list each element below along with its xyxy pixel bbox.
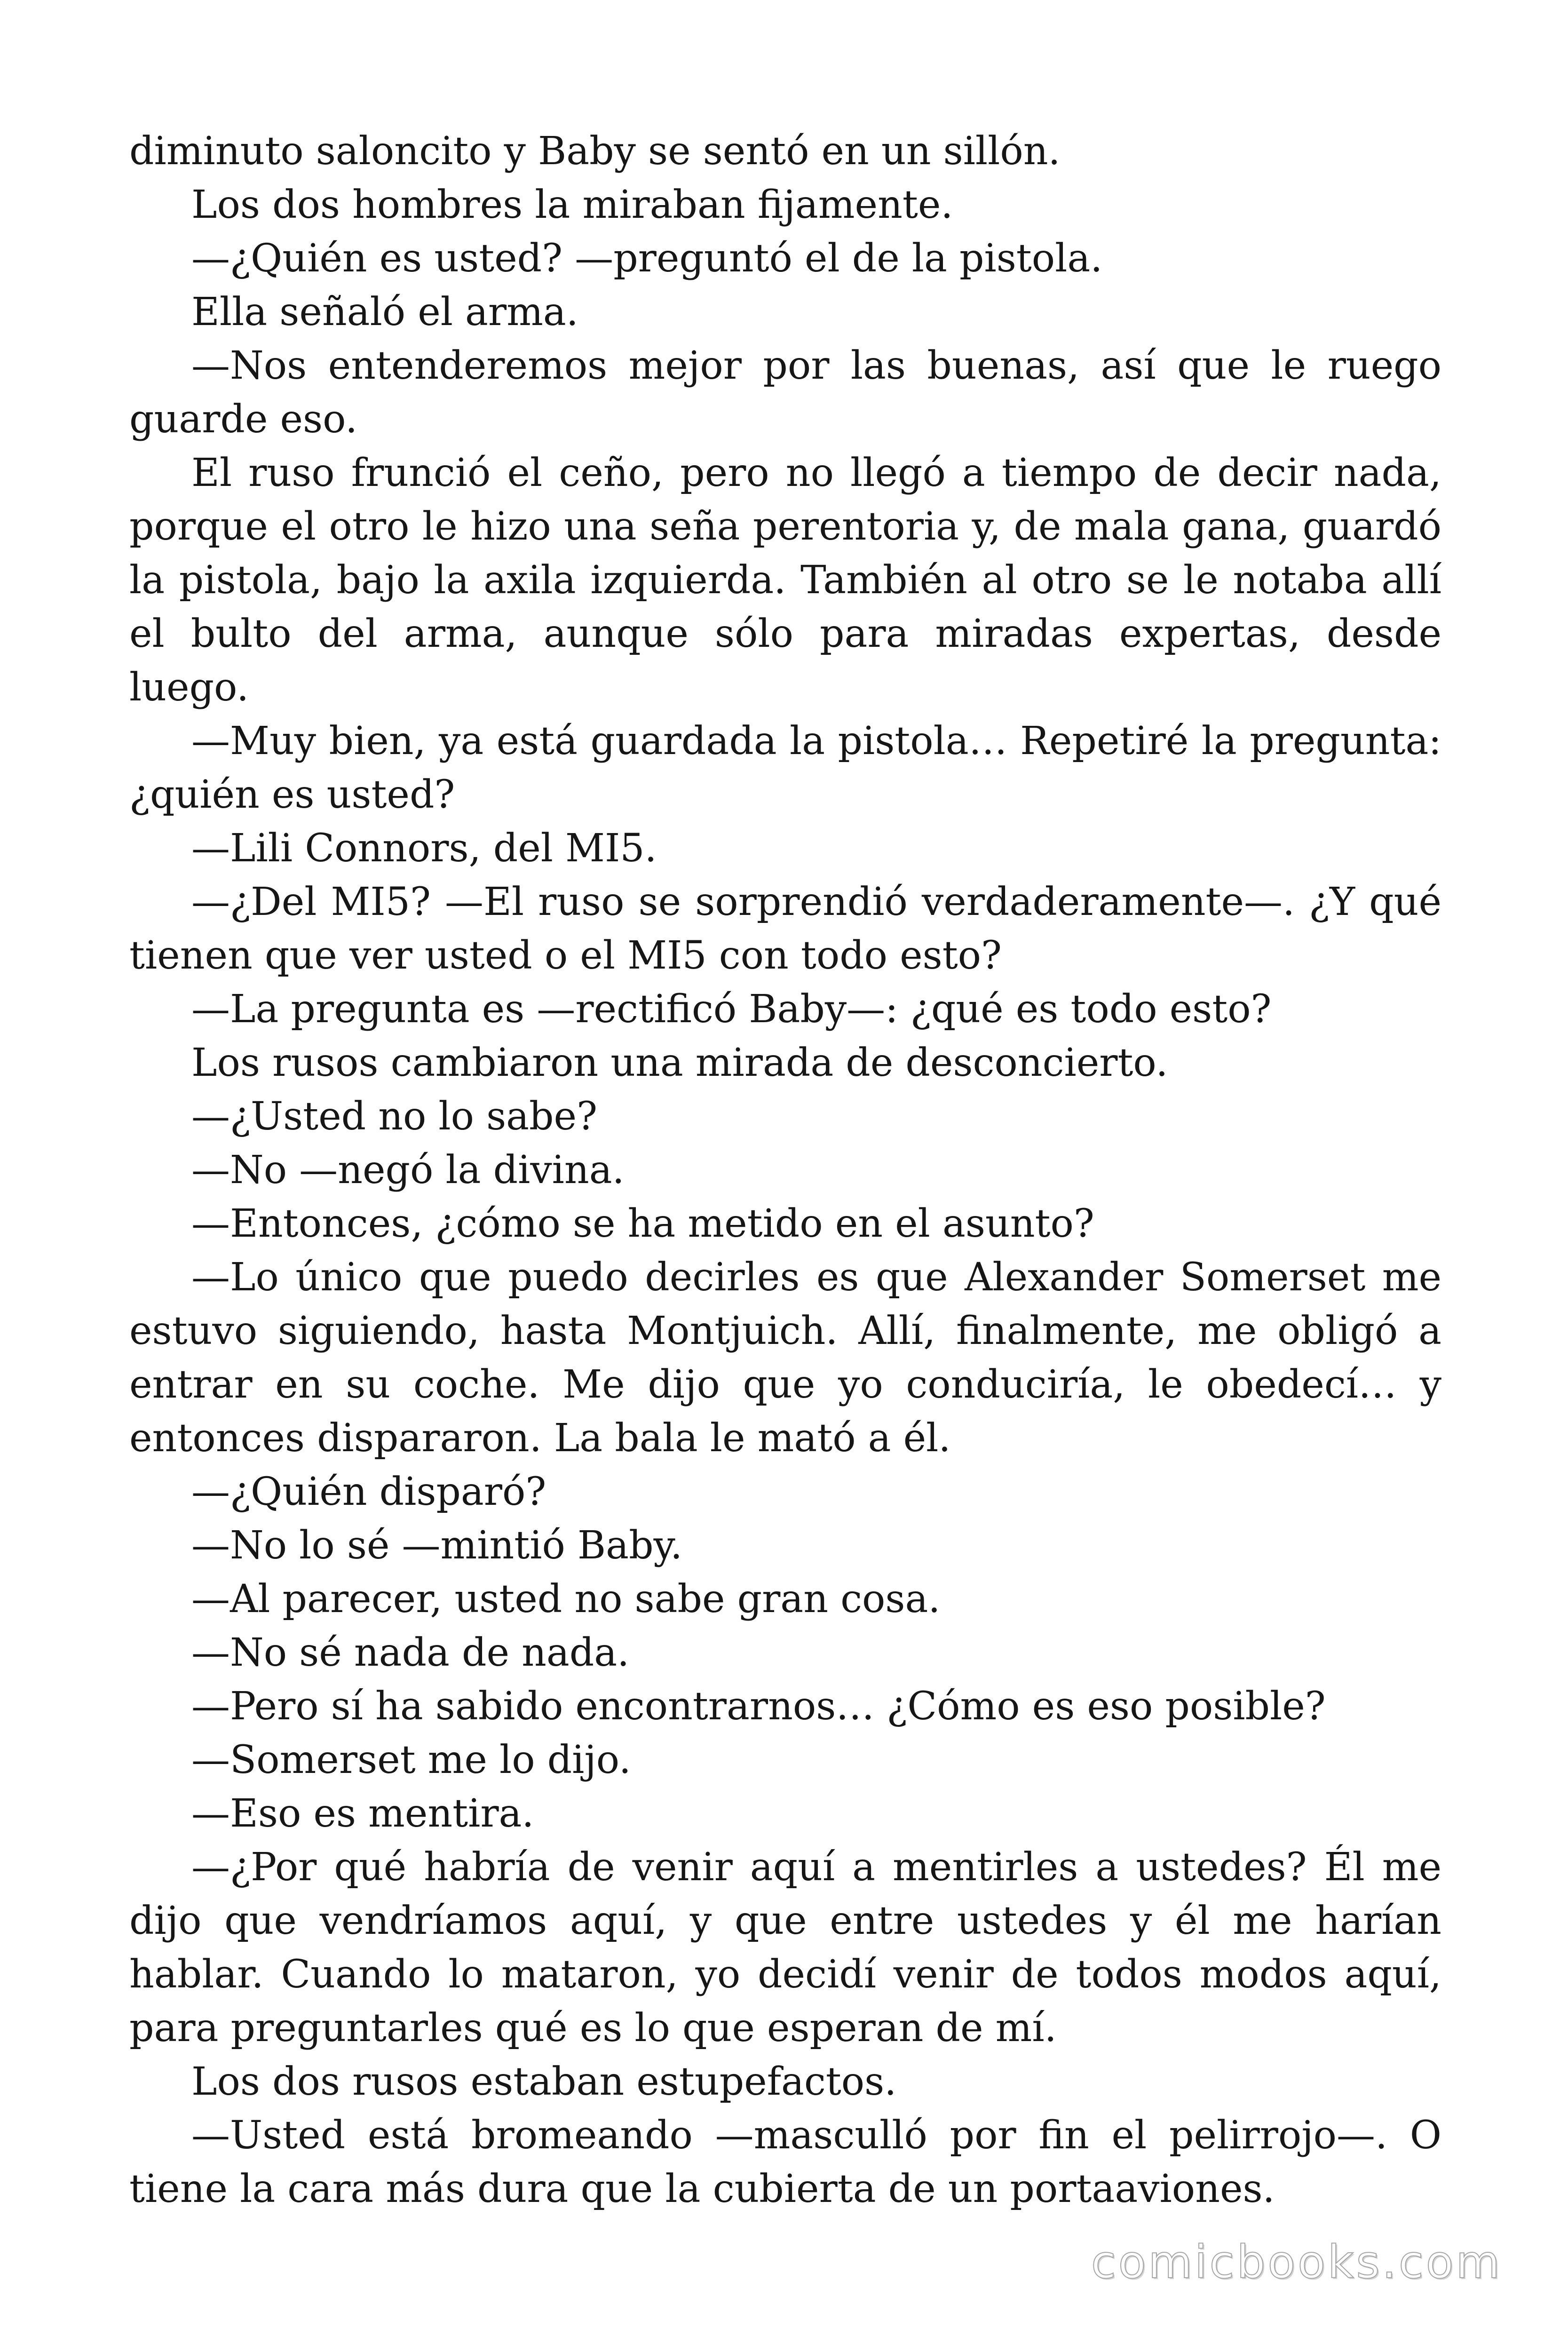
paragraph: —Usted está bromeando —masculló por fin el pelirrojo—. O tiene la cara más dura que la cubierta de un portaaviones.	[129, 2113, 1441, 2211]
paragraph: Los dos hombres la miraban fijamente.	[191, 183, 953, 227]
paragraph: —Entonces, ¿cómo se ha metido en el asunto?	[191, 1201, 1094, 1246]
paragraph: —Muy bien, ya está guardada la pistola… Repetiré la pregunta: ¿quién es usted?	[129, 719, 1441, 817]
paragraph: —Pero sí ha sabido encontrarnos… ¿Cómo es eso posible?	[191, 1684, 1326, 1729]
paragraph: El ruso frunció el ceño, pero no llegó a tiempo de decir nada, porque el otro le hizo una seña perentoria y, de mala gana, guardó la pistola, bajo la axila izquierda. También al otro se le notaba allí el bulto del arma, aunque sólo para miradas expertas, desde luego.	[129, 451, 1441, 710]
paragraph: —No —negó la divina.	[191, 1148, 625, 1192]
paragraph: Los dos rusos estaban estupefactos.	[191, 2059, 897, 2104]
paragraph: Ella señaló el arma.	[191, 290, 578, 334]
paragraph: —Eso es mentira.	[191, 1791, 534, 1836]
paragraph: —La pregunta es —rectificó Baby—: ¿qué es todo esto?	[191, 987, 1272, 1032]
paragraph: —¿Quién disparó?	[191, 1470, 546, 1514]
paragraph: —¿Por qué habría de venir aquí a mentirles a ustedes? Él me dijo que vendríamos aquí, y que entre ustedes y él me harían hablar. Cuando lo mataron, yo decidí venir de todos modos aquí, para preguntarles qué es lo que esperan de mí.	[129, 1845, 1441, 2050]
paragraph: Los rusos cambiaron una mirada de desconcierto.	[191, 1041, 1168, 1085]
watermark: comicbooks.com	[1091, 2236, 1502, 2288]
paragraph: —Lili Connors, del MI5.	[191, 826, 657, 871]
paragraph: —¿Quién es usted? —preguntó el de la pistola.	[191, 236, 1103, 281]
page-body	[129, 125, 1441, 2216]
paragraph: —¿Del MI5? —El ruso se sorprendió verdaderamente—. ¿Y qué tienen que ver usted o el MI5 con todo esto?	[129, 880, 1441, 978]
paragraph: —No lo sé —mintió Baby.	[191, 1523, 683, 1568]
paragraph: —No sé nada de nada.	[191, 1630, 630, 1675]
paragraph: —Al parecer, usted no sabe gran cosa.	[191, 1577, 941, 1621]
paragraph: —Somerset me lo dijo.	[191, 1738, 631, 1782]
paragraph: —¿Usted no lo sabe?	[191, 1094, 598, 1139]
paragraph: diminuto saloncito y Baby se sentó en un sillón.	[129, 129, 1061, 174]
paragraph: —Lo único que puedo decirles es que Alexander Somerset me estuvo siguiendo, hasta Montjuich. Allí, finalmente, me obligó a entrar en su coche. Me dijo que yo conduciría, le obedecí… y entonces dispararon. La bala le mató a él.	[129, 1255, 1441, 1461]
paragraph: —Nos entenderemos mejor por las buenas, así que le ruego guarde eso.	[129, 343, 1441, 442]
